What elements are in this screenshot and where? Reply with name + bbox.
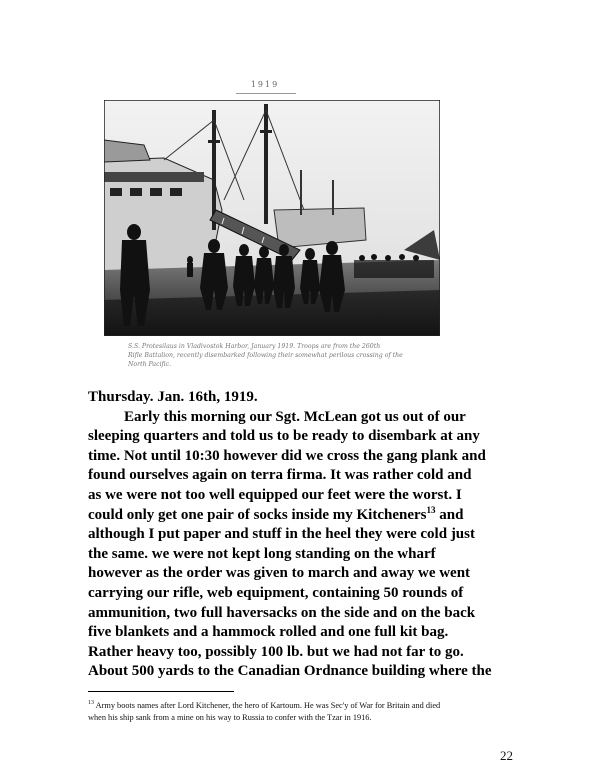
footnote: [88, 700, 528, 724]
harbor-photo: [104, 100, 440, 336]
entry-line: five blankets and a hammock rolled and one full kit bag.: [88, 624, 449, 641]
caption-line: North Pacific.: [128, 361, 172, 368]
footnote-number: 13: [88, 700, 94, 707]
entry-date: Thursday. Jan. 16th, 1919.: [88, 389, 258, 405]
photo-caption: [128, 342, 428, 369]
entry-line: About 500 yards to the Canadian Ordnance building where the: [88, 663, 492, 680]
entry-line: Early this morning our Sgt. McLean got us out of our: [124, 408, 466, 425]
entry-line: although I put paper and stuff in the heel they were cold just: [88, 526, 475, 543]
entry-line-with-footnote: [88, 506, 528, 526]
footnote-line: when his ship sank from a mine on his way to Russia to confer with the Tzar in 1916.: [88, 713, 372, 722]
entry-line: as we were not too well equipped our feet were the worst. I: [88, 486, 462, 503]
diary-entry: [88, 388, 528, 682]
caption-line: Rifle Battalion, recently disembarked following their somewhat perilous crossing of the: [128, 352, 403, 359]
page-number: 22: [500, 748, 513, 763]
entry-line: however as the order was given to march and away we went: [88, 565, 471, 582]
caption-line: S.S. Protesilaus in Vladivostok Harbor, January 1919. Troops are from the 260th: [128, 343, 381, 350]
entry-line: the same. we were not kept long standing on the wharf: [88, 545, 436, 562]
footnote-text: Army boots names after Lord Kitchener, the hero of Kartoum. He was Sec'y of War for Britain and died: [94, 701, 441, 710]
entry-line: Rather heavy too, possibly 100 lb. but we had not far to go.: [88, 643, 464, 660]
footnote-line: [88, 700, 528, 712]
entry-line-tail: and: [435, 506, 464, 523]
entry-line: sleeping quarters and told us to be ready to disembark at any: [88, 428, 480, 445]
photo-header: 1919: [250, 80, 280, 89]
footnote-reference[interactable]: 13: [426, 504, 436, 515]
entry-line-text: could only get one pair of socks inside my Kitcheners: [88, 506, 427, 523]
entry-line: time. Not until 10:30 however did we cross the gang plank and: [88, 447, 486, 464]
footnote-divider: [88, 691, 234, 692]
photo-header-rule: [236, 93, 296, 94]
entry-line: ammunition, two full haversacks on the side and on the back: [88, 604, 476, 621]
entry-line: carrying our rifle, web equipment, containing 50 rounds of: [88, 584, 464, 601]
entry-line: found ourselves again on terra firma. It was rather cold and: [88, 467, 472, 484]
